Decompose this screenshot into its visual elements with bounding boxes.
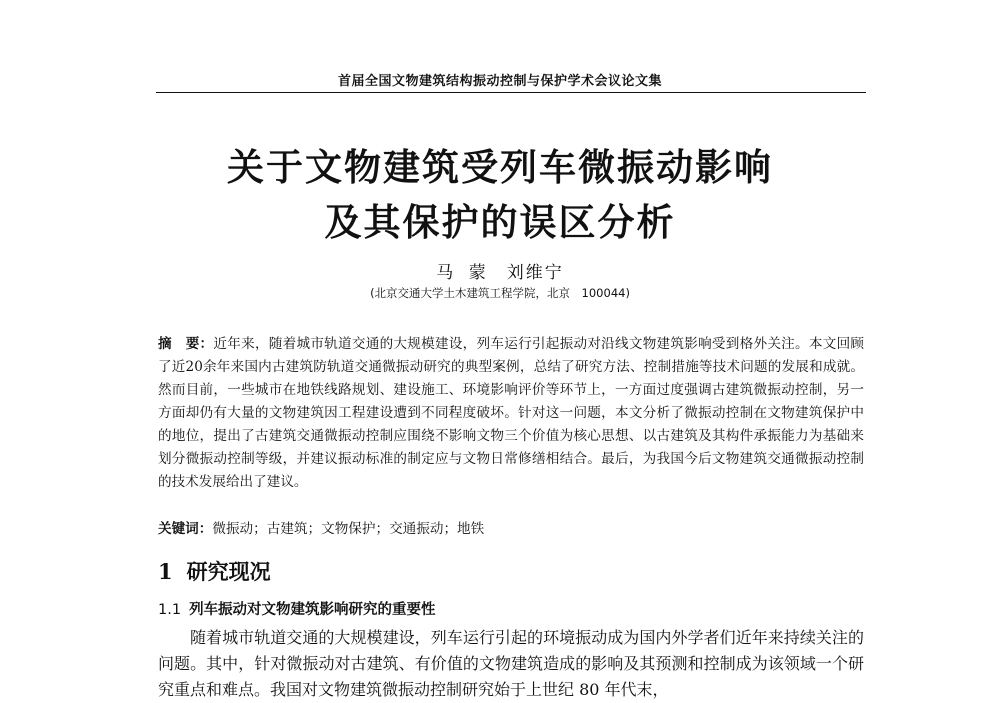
keywords-text: 微振动；古建筑；文物保护；交通振动；地铁 [212, 521, 485, 537]
running-header: 首届全国文物建筑结构振动控制与保护学术会议论文集 [337, 74, 662, 89]
header-rule [156, 92, 866, 93]
abstract-text: 近年来，随着城市轨道交通的大规模建设，列车运行引起振动对沿线文物建筑影响受到格外关注。本文回顾了近20余年来国内古建筑防轨道交通微振动研究的典型案例，总结了研究方法、控制措施等技术问题的发展和成就。然而目前，一些城市在地铁线路规划、建设施工、环境影响评价等环节上，一方面过度强调古建筑微振动控制，另一方面却仍有大量的文物建筑因工程建设遭到不同程度破坏。针对这一问题，本文分析了微振动控制在文物建筑保护中的地位，提出了古建筑交通微振动控制应围绕不影响文物三个价值为核心思想、以古建筑及其构件承振能力为基础来划分微振动控制等级，并建议振动标准的制定应与文物日常修缮相结合。最后，为我国今后文物建筑交通微振动控制的技术发展给出了建议。 [158, 336, 865, 490]
paper-title-line-1: 关于文物建筑受列车微振动影响 [227, 146, 773, 189]
subsection-number: 1.1 [158, 602, 182, 618]
abstract [158, 333, 864, 494]
authors: 马 蒙 刘维宁 [436, 263, 564, 283]
section-title: 研究现况 [186, 559, 271, 584]
body-paragraph: 随着城市轨道交通的大规模建设，列车运行引起的环境振动成为国内外学者们近年来持续关注的问题。其中，针对微振动对古建筑、有价值的文物建筑造成的影响及其预测和控制成为该领域一个研究重点和难点。我国对文物建筑微振动控制研究始于上世纪 80 年代末， [158, 628, 864, 699]
paper-title-line-2: 及其保护的误区分析 [324, 201, 676, 244]
affiliation: (北京交通大学土木建筑工程学院，北京 100044) [370, 286, 630, 300]
keywords [158, 518, 864, 541]
section-number: 1 [158, 559, 173, 584]
keywords-label: 关键词： [158, 521, 213, 537]
section-heading [158, 556, 271, 586]
subsection-title: 列车振动对文物建筑影响研究的重要性 [189, 602, 436, 618]
abstract-label: 摘 要： [158, 336, 214, 352]
subsection-heading [158, 598, 436, 619]
